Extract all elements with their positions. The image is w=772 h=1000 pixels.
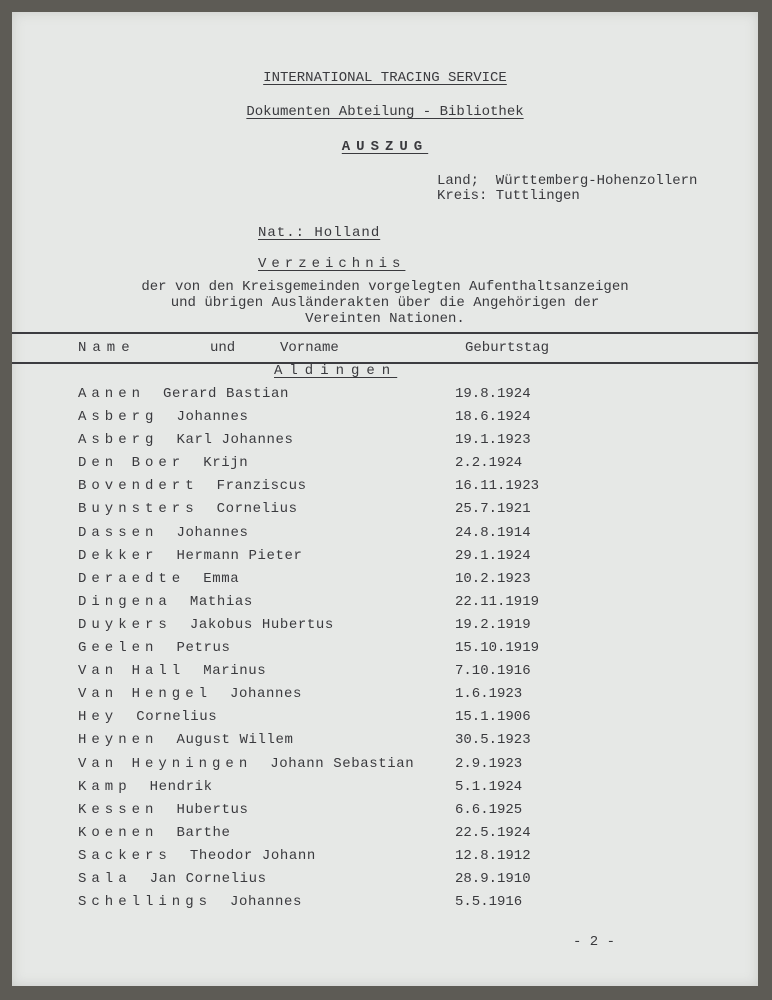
surname: Asberg — [78, 409, 159, 426]
table-row — [12, 707, 758, 730]
person-name — [78, 594, 253, 610]
nationality-text: Nat.: Holland — [258, 225, 381, 241]
surname: Asberg — [78, 432, 159, 449]
surname: Aanen — [78, 386, 146, 402]
birthdate: 24.8.1914 — [455, 524, 531, 541]
person-name — [78, 779, 213, 795]
given-name: Hermann Pieter — [176, 547, 303, 564]
person-name — [78, 525, 248, 541]
person-name — [78, 617, 334, 633]
table-row — [12, 730, 758, 753]
person-name — [78, 386, 289, 402]
surname: Duykers — [78, 616, 172, 633]
nationality-heading — [258, 225, 380, 241]
surname: Geelen — [78, 640, 159, 657]
kreis-line: Kreis: Tuttlingen — [437, 188, 580, 204]
person-name — [78, 686, 302, 702]
birthdate: 19.2.1919 — [455, 616, 531, 633]
person-name — [78, 501, 298, 517]
surname: Dassen — [78, 524, 159, 541]
birthdate: 1.6.1923 — [455, 686, 523, 703]
surname: Schellings — [78, 894, 213, 911]
given-name: Johannes — [176, 524, 249, 541]
birthdate: 22.11.1919 — [455, 593, 540, 610]
column-header-und: und — [210, 340, 236, 356]
surname: Van Hengel — [78, 686, 213, 703]
table-row — [12, 754, 758, 777]
table-row — [12, 800, 758, 823]
surname: Van Hall — [78, 663, 186, 680]
given-name: Karl Johannes — [176, 432, 294, 449]
surname: Den Boer — [78, 455, 186, 472]
person-name — [78, 825, 230, 841]
surname: Sala — [78, 870, 132, 887]
given-name: Franziscus — [216, 478, 307, 495]
table-row — [12, 615, 758, 638]
given-name: Petrus — [176, 640, 231, 657]
birthdate: 12.8.1912 — [455, 847, 531, 864]
birthdate: 2.9.1923 — [455, 755, 523, 772]
surname: Buynsters — [78, 501, 199, 518]
birthdate: 18.6.1924 — [455, 409, 531, 426]
surname: Dekker — [78, 547, 159, 564]
table-row — [12, 523, 758, 546]
column-header-vorname: Vorname — [280, 340, 339, 356]
person-name — [78, 732, 293, 748]
place-text: Aldingen — [274, 363, 398, 379]
birthdate: 7.10.1916 — [455, 663, 531, 680]
given-name: August Willem — [176, 732, 294, 749]
surname: Heynen — [78, 732, 159, 749]
person-name — [78, 409, 248, 425]
given-name: Marinus — [203, 663, 267, 680]
surname: Hey — [78, 709, 119, 726]
table-row — [12, 892, 758, 915]
person-name — [78, 894, 302, 910]
organization-text: INTERNATIONAL TRACING SERVICE — [263, 70, 507, 86]
birthdate: 2.2.1924 — [455, 455, 523, 472]
table-row — [12, 684, 758, 707]
table-row — [12, 661, 758, 684]
surname: Koenen — [78, 824, 159, 841]
surname: Kamp — [78, 778, 132, 795]
header-rule-top — [12, 332, 758, 334]
given-name: Cornelius — [216, 501, 298, 518]
table-row — [12, 869, 758, 892]
table-row — [12, 476, 758, 499]
table-row — [12, 823, 758, 846]
surname: Sackers — [78, 847, 172, 864]
surname: Dingena — [78, 593, 172, 610]
birthdate: 25.7.1921 — [455, 501, 531, 518]
given-name: Johannes — [230, 686, 303, 703]
department-heading — [12, 104, 758, 120]
given-name: Theodor Johann — [189, 847, 316, 864]
subtitle-line-2: und übrigen Ausländerakten über die Angehörigen der — [170, 295, 600, 311]
organization-heading — [12, 70, 758, 86]
given-name: Emma — [203, 570, 240, 587]
document-page — [12, 12, 758, 986]
birthdate: 6.6.1925 — [455, 801, 523, 818]
subtitle-line-1: der von den Kreisgemeinden vorgelegten Aufenthaltsanzeigen — [141, 279, 629, 295]
birthdate: 19.1.1923 — [455, 432, 531, 449]
surname: Van Heyningen — [78, 755, 253, 772]
birthdate: 19.8.1924 — [455, 386, 531, 402]
column-header-name: Name — [78, 340, 136, 356]
given-name: Jan Cornelius — [149, 870, 267, 887]
table-row — [12, 846, 758, 869]
given-name: Cornelius — [136, 709, 218, 726]
person-name — [78, 432, 293, 448]
birthdate: 28.9.1910 — [455, 870, 531, 887]
table-row — [12, 592, 758, 615]
given-name: Gerard Bastian — [163, 386, 290, 402]
person-name — [78, 709, 217, 725]
table-row — [12, 777, 758, 800]
person-name — [78, 640, 230, 656]
person-name — [78, 455, 248, 471]
table-row — [12, 569, 758, 592]
surname: Kessen — [78, 801, 159, 818]
birthdate: 10.2.1923 — [455, 570, 531, 587]
table-row — [12, 546, 758, 569]
person-name — [78, 756, 414, 772]
department-text: Dokumenten Abteilung - Bibliothek — [246, 104, 524, 120]
surname: Bovendert — [78, 478, 199, 495]
doc-type-text: AUSZUG — [341, 139, 429, 155]
given-name: Hendrik — [149, 778, 213, 795]
subtitle-line-3: Vereinten Nationen. — [305, 311, 465, 327]
table-row — [12, 453, 758, 476]
list-title-text: Verzeichnis — [258, 256, 406, 272]
birthdate: 29.1.1924 — [455, 547, 531, 564]
given-name: Krijn — [203, 455, 249, 472]
birthdate: 5.1.1924 — [455, 778, 523, 795]
birthdate: 15.10.1919 — [455, 640, 540, 657]
table-row — [12, 384, 758, 407]
person-name — [78, 548, 302, 564]
person-name — [78, 663, 266, 679]
birthdate: 30.5.1923 — [455, 732, 531, 749]
table-row — [12, 430, 758, 453]
land-line: Land; Württemberg-Hohenzollern — [437, 173, 698, 189]
given-name: Hubertus — [176, 801, 249, 818]
list-title — [258, 256, 405, 272]
table-row — [12, 638, 758, 661]
column-header-geburtstag: Geburtstag — [465, 340, 550, 356]
given-name: Mathias — [189, 593, 253, 610]
person-name — [78, 478, 307, 494]
given-name: Johann Sebastian — [270, 755, 415, 772]
given-name: Barthe — [176, 824, 231, 841]
person-name — [78, 848, 316, 864]
page-number: - 2 - — [573, 934, 616, 950]
given-name: Johannes — [230, 894, 303, 911]
given-name: Jakobus Hubertus — [189, 616, 334, 633]
place-heading — [274, 363, 397, 379]
birthdate: 16.11.1923 — [455, 478, 540, 495]
given-name: Johannes — [176, 409, 249, 426]
table-row — [12, 407, 758, 430]
person-name — [78, 802, 248, 818]
birthdate: 22.5.1924 — [455, 824, 531, 841]
doc-type-heading — [12, 139, 758, 155]
person-name — [78, 871, 267, 887]
birthdate: 15.1.1906 — [455, 709, 531, 726]
surname: Deraedte — [78, 570, 186, 587]
person-name — [78, 571, 239, 587]
table-row — [12, 499, 758, 522]
entry-list — [12, 384, 758, 915]
birthdate: 5.5.1916 — [455, 894, 523, 911]
